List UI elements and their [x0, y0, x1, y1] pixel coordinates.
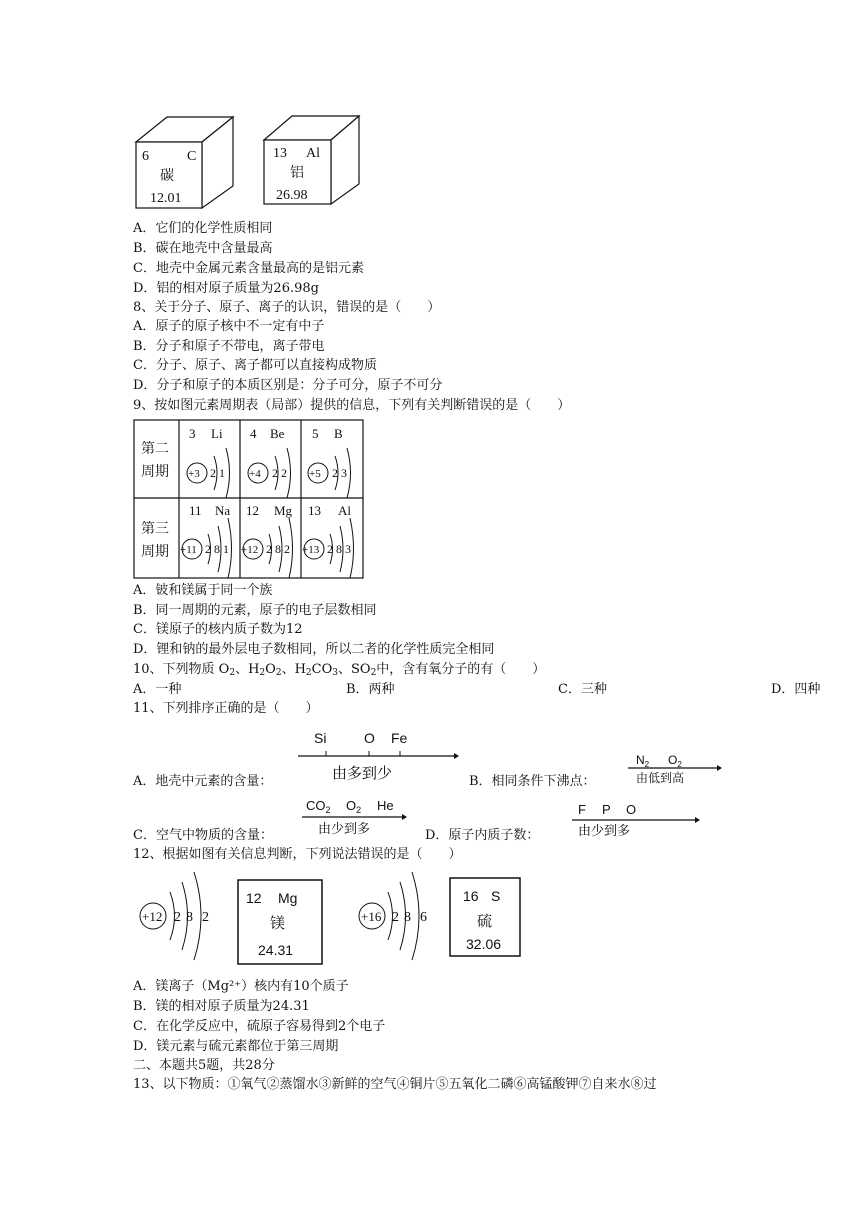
q11-option-c-label: C．空气中物质的含量：: [133, 828, 273, 843]
q7-option-c: C．地壳中金属元素含量最高的是铝元素: [133, 261, 364, 276]
q7-option-a: A．它们的化学性质相同: [133, 221, 273, 236]
cell-mg: [241, 503, 293, 578]
li-symbol: Li: [211, 426, 223, 441]
q12-option-a: A．镁离子（Mg²⁺）核内有10个质子: [133, 979, 349, 994]
mg-element-card: [238, 880, 322, 964]
mg-card-number: 12: [246, 890, 262, 906]
q11-d-diagram: [570, 800, 706, 840]
al-shells: 2 8 3: [327, 542, 351, 556]
cell-li: [187, 426, 230, 498]
s-shell-1: 2: [392, 910, 399, 925]
mg-nucleus: +12: [241, 544, 259, 556]
s-card-name: 硫: [477, 913, 493, 930]
periodic-table-excerpt: [132, 418, 366, 582]
mg-shells: 2 8 2: [266, 542, 290, 556]
q11-a-item-si: Si: [314, 730, 327, 746]
s-shell-3: 6: [420, 910, 427, 925]
q11-c-co2: $CO_2$: [306, 798, 331, 815]
q11-stem: 11、下列排序正确的是（ ）: [133, 701, 319, 716]
q9-option-c: C．镁原子的核内质子数为12: [133, 622, 303, 637]
q9-option-d: D．锂和钠的最外层电子数相同，所以二者的化学性质完全相同: [133, 642, 495, 657]
q9-stem: 9、按如图元素周期表（局部）提供的信息，下列有关判断错误的是（ ）: [133, 398, 571, 413]
q9-option-b: B．同一周期的元素，原子的电子层数相同: [133, 603, 377, 618]
cell-be: [248, 426, 291, 498]
q11-option-a-label: A．地壳中元素的含量：: [133, 774, 273, 789]
na-shells: 2 8 1: [205, 542, 229, 556]
carbon-symbol: C: [187, 149, 197, 164]
q13-stem: 13、以下物质：①氧气②蒸馏水③新鲜的空气④铜片⑤五氧化二磷⑥高锰酸钾⑦自来水⑧过: [133, 1077, 657, 1092]
cell-b: [308, 426, 351, 498]
q11-d-item-o: O: [626, 802, 637, 817]
q11-a-arrow-label: 由多到少: [332, 765, 393, 782]
li-number: 3: [189, 426, 196, 441]
be-shells: 2 2: [272, 466, 287, 480]
period-3-label-line1: 第三: [141, 522, 169, 537]
be-number: 4: [250, 426, 257, 441]
q11-a-item-o: O: [364, 730, 375, 746]
q11-d-item-f: F: [578, 802, 586, 817]
period-3-label-line2: 周期: [141, 545, 169, 560]
mg-shell-1: 2: [174, 910, 181, 925]
section-2-heading: 二、本题共5题，共28分: [133, 1058, 275, 1073]
element-cubes-figure: [130, 112, 370, 214]
s-element-card: [450, 878, 520, 956]
al-symbol: Al: [338, 503, 351, 518]
q11-c-o2: $O_2$: [346, 798, 362, 815]
q12-option-c: C．在化学反应中，硫原子容易得到2个电子: [133, 1019, 386, 1034]
mg-number: 12: [246, 503, 259, 518]
q11-option-b-label: B．相同条件下沸点：: [469, 774, 596, 789]
q10-stem: 10、下列物质 $O_2$、$H_2O_2$、$H_2CO_3$、$SO_2$中，含有氧分子的有（ ）: [133, 662, 546, 678]
li-shells: 2 1: [210, 466, 225, 480]
b-symbol: B: [334, 426, 343, 441]
q11-c-arrow-label: 由少到多: [318, 821, 371, 836]
carbon-number: 6: [142, 149, 149, 164]
aluminum-symbol: Al: [306, 146, 320, 161]
al-number: 13: [308, 503, 321, 518]
q11-c-he: He: [377, 798, 394, 813]
b-nucleus: +5: [309, 468, 321, 480]
aluminum-number: 13: [273, 146, 287, 161]
q8-option-d: D．分子和原子的本质区别是：分子可分，原子不可分: [133, 378, 443, 393]
be-nucleus: +4: [249, 468, 261, 480]
s-card-symbol: S: [491, 888, 501, 904]
li-nucleus: +3: [188, 468, 200, 480]
q9-option-a: A．铍和镁属于同一个族: [133, 583, 273, 598]
q11-b-diagram: [626, 752, 726, 786]
q12-figure: [130, 866, 530, 968]
q11-a-item-fe: Fe: [391, 730, 408, 746]
q11-option-d-label: D．原子内质子数：: [425, 828, 540, 843]
cell-al: [302, 503, 354, 578]
s-shell-2: 8: [404, 910, 411, 925]
aluminum-cube: [264, 116, 359, 204]
mg-atom-nucleus: +12: [142, 909, 163, 924]
q11-a-diagram: [296, 726, 462, 786]
carbon-name: 碳: [160, 169, 174, 184]
q12-stem: 12、根据如图有关信息判断，下列说法错误的是（ ）: [133, 847, 462, 862]
s-card-mass: 32.06: [466, 936, 502, 952]
period-2-label-line1: 第二: [141, 442, 169, 457]
q8-stem: 8、关于分子、原子、离子的认识，错误的是（ ）: [133, 300, 441, 315]
q11-b-arrow-label: 由低到高: [636, 771, 685, 785]
s-atom-nucleus: +16: [361, 909, 382, 924]
mg-atom-diagram: [140, 872, 209, 960]
q7-option-b: B．碳在地壳中含量最高: [133, 241, 273, 256]
carbon-mass: 12.01: [150, 191, 182, 206]
be-symbol: Be: [270, 426, 285, 441]
aluminum-name: 铝: [290, 166, 304, 181]
mg-shell-2: 8: [186, 910, 193, 925]
q8-option-c: C．分子、原子、离子都可以直接构成物质: [133, 358, 377, 373]
aluminum-mass: 26.98: [276, 188, 308, 203]
al-nucleus: +13: [302, 544, 320, 556]
q11-d-item-p: P: [602, 802, 611, 817]
mg-card-name: 镁: [270, 915, 286, 932]
q10-option-c: C．三种: [558, 682, 607, 697]
s-atom-diagram: [359, 872, 427, 960]
q10-option-a: A．一种: [133, 682, 182, 697]
q7-option-d: D．铝的相对原子质量为26.98g: [133, 281, 319, 296]
b-number: 5: [312, 426, 319, 441]
na-number: 11: [189, 503, 202, 518]
mg-card-symbol: Mg: [278, 890, 298, 906]
q11-b-n2: $N_2$: [636, 753, 650, 769]
s-card-number: 16: [463, 888, 479, 904]
mg-symbol: Mg: [274, 503, 293, 518]
mg-card-mass: 24.31: [258, 942, 294, 958]
na-symbol: Na: [215, 503, 231, 518]
q11-c-diagram: [300, 794, 416, 838]
cell-na: [180, 503, 232, 578]
period-2-label-line2: 周期: [141, 465, 169, 480]
q11-d-arrow-label: 由少到多: [578, 823, 631, 838]
q10-option-b: B．两种: [346, 682, 395, 697]
b-shells: 2 3: [332, 466, 347, 480]
q8-option-b: B．分子和原子不带电，离子带电: [133, 339, 325, 354]
mg-shell-3: 2: [202, 910, 209, 925]
q10-option-d: D．四种: [771, 682, 821, 697]
carbon-cube: [136, 117, 233, 208]
q11-b-o2: $O_2$: [668, 753, 682, 769]
na-nucleus: +11: [180, 544, 197, 556]
q12-option-b: B．镁的相对原子质量为24.31: [133, 999, 310, 1014]
q8-option-a: A．原子的原子核中不一定有中子: [133, 319, 325, 334]
q12-option-d: D．镁元素与硫元素都位于第三周期: [133, 1039, 339, 1054]
